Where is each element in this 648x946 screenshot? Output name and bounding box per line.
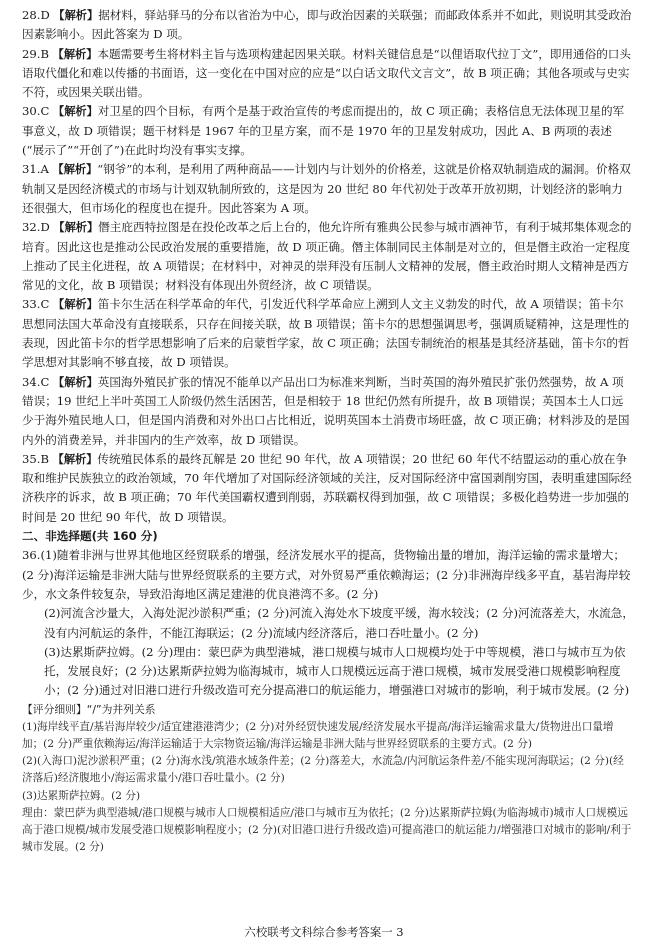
analysis-tag: 【解析】 [53,105,98,119]
rubric-line: (2)(入海口)泥沙淤积严重；(2 分)海水浅/筑港水域条件差；(2 分)落差大，水流急/内河航运条件差/不能实现河海联运；(2 分)(经济落后)经济腹地小/海运需求量小/港口吞吐量小。(2 分) [22,755,624,785]
rubric-line: (3)达累斯萨拉姆。(2 分) [22,789,141,802]
answer-entry [22,295,634,372]
answer-text: 传统殖民体系的最终瓦解是 20 世纪 90 年代，故 A 项错误；20 世纪 60 年代不结盟运动的重心放在争取和维护民族独立的政治领域，70 年代增加了对国际经济领域的关注，反对国际经济中富国剥削穷国，表明重建国际经济秩序的诉求，故 B 项正确；70 年代美国霸权遭到削弱，苏联霸权得到加强，故 C 项错误；多极化趋势进一步加强的时间是 20 世纪 90 年代，故 D 项错误。 [22,451,632,524]
q36-part: (3)达累斯萨拉姆。(2 分)理由：蒙巴萨为典型港城，港口规模与城市人口规模均处于中等规模，港口与城市互为依托，发展良好；(2 分)达累斯萨拉姆为临海城市，城市人口规模远远高于港口规模，城市发展受港口规模影响程度小；(2 分)通过对旧港口进行升级改造可充分提高港口的航运能力，增强港口对城市的影响，利于城市发展。(2 分) [44,644,630,698]
answer-text: 僭主庇西特拉图是在投伦改革之后上台的，他允许所有雅典公民参与城市酒神节，有利于城邦集体观念的培育。因此这也是推动公民政治发展的重要措施，故 D 项正确。僭主体制同民主体制是对立的，但是僭主政治一定程度上推动了民主化进程，故 A 项错误；在材料中，对神灵的崇拜没有压制人文精神的发展，僭主政治时期人文精神是西方常见的文化，故 B 项错误；材料没有体现出外贸经济，故 C 项错误。 [22,220,632,293]
page-footer: 六校联考文科综合参考答案一 3 [244,925,404,939]
question-36 [22,546,634,700]
answer-entry [22,450,634,527]
rubric-line: 理由：蒙巴萨为典型港城/港口规模与城市人口规模相适应/港口与城市互为依托；(2 分)达累斯萨拉姆(为临海城市)城市人口规模远高于港口规模/城市发展受港口规模影响程度小；(2 分)(对旧港口进行升级改造)可提高港口的航运能力/增强港口对城市的影响/利于城市发展。(2 分) [22,806,632,854]
question-number: 28.D [22,8,50,22]
question-number: 29.B [22,46,49,61]
answer-text: 据材料，驿站驿马的分布以省治为中心，即与政治因素的关联强；而邮政体系并不如此，则说明其受政治因素影响小。因此答案为 D 项。 [22,8,632,42]
q36-part-text: (1)随着非洲与世界其他地区经贸联系的增强，经济发展水平的提高，货物输出量的增加，海洋运输的需求量增大；(2 分)海洋运输是非洲大陆与世界经贸联系的主要方式，对外贸易严重依赖海运；(2 分)非洲海岸线多平直，基岩海岸较少，水文条件较复杂，导致沿海地区满足建港的优良港湾不多。(2 分) [22,548,631,601]
answer-text: 对卫星的四个目标，有两个是基于政治宣传的考虑而提出的，故 C 项正确；表格信息无法体现卫星的军事意义，故 D 项错误；题干材料是 1967 年的卫星方案，而不是 1970 年的卫星发射成功，因此 A、B 两项的表述(“展示了”“开创了”)在此时均没有事实支撑。 [22,104,625,158]
question-number: 30.C [22,104,50,119]
answer-text: 英国海外殖民扩张的情况不能单以产品出口为标准来判断，当时英国的海外殖民扩张仍然强势，故 A 项错误；19 世纪上半叶英国工人阶级仍然生活困苦，但是相较于 18 世纪仍然有所提升，故 B 项错误；英国本土人口远少于海外殖民地人口，但是国内消费和对外出口占比相近，说明英国本土消费市场旺盛，故 C 项正确；材料涉及的是国内外的消费差异，并非国内的生产效率，故 D 项错误。 [22,374,630,447]
answer-text: “钢爷”的本利，是利用了两种商品——计划内与计划外的价格差，这就是价格双轨制造成的漏洞。价格双轨制又是因经济模式的市场与计划双轨制所致的，这是因为 20 世纪 80 年代初处于改革开放初期，计划经济的影响力还很强大，但市场化的程度也在提升。因此答案为 A 项。 [22,162,631,215]
q36-part [22,546,634,604]
answer-entry [22,373,634,450]
answer-entry [22,45,634,103]
question-number: 32.D [22,220,50,235]
question-number: 35.B [22,451,49,466]
answer-text: 笛卡尔生活在科学革命的年代，引发近代科学革命应上溯到人文主义勃发的时代，故 A 项错误；笛卡尔思想同法国大革命没有直接联系，只存在间接关联，故 B 项错误；笛卡尔的思想强调思考，强调质疑精神，这是理性的表现，因此笛卡尔的哲学思想影响了后来的启蒙哲学家，故 C 项正确；法国专制统治的根基是其经济基础，笛卡尔的哲学思想对其影响不够直接，故 D 项错误。 [22,297,630,370]
question-number: 34.C [22,374,50,389]
question-number: 33.C [22,297,50,312]
analysis-tag: 【解析】 [52,163,98,177]
analysis-tag: 【解析】 [52,452,98,466]
answer-entry [22,6,634,45]
scoring-rubric [22,701,634,857]
analysis-tag: 【解析】 [53,221,99,235]
analysis-tag: 【解析】 [53,9,99,22]
question-number: 36. [22,548,41,563]
answer-entry [22,160,634,218]
choice-answers [22,6,634,527]
answer-text: 本题需要考生将材料主旨与选项构建起因果关联。材料关键信息是“以俚语取代拉丁文”，即用通俗的口头语取代僵化和难以传播的书面语，这一变化在中国对应的应是“以白话文取代文言文”，故 B 项正确；其他各项或与史实不符，或因果关联出错。 [22,46,631,100]
rubric-title: 【评分细则】“/”为并列关系 [22,702,156,716]
answer-entry [22,102,634,160]
analysis-tag: 【解析】 [52,47,98,61]
section-heading: 二、非选择题(共 160 分) [22,529,158,544]
rubric-line: (1)海岸线平直/基岩海岸较少/适宜建港港湾少；(2 分)对外经贸快速发展/经济发展水平提高/海洋运输需求量大/货物进出口量增加；(2 分)严重依赖海运/海洋运输适于大宗物资运输/海洋运输是非洲大陆与世界经贸联系的主要方式。(2 分) [22,720,614,750]
answer-entry [22,218,634,295]
q36-part: (2)河流含沙量大，入海处泥沙淤积严重；(2 分)河流入海处水下坡度平缓，海水较浅；(2 分)河流落差大，水流急，没有内河航运的条件，不能江海联运；(2 分)流域内经济落后，港口吞吐量小。(2 分) [44,606,634,640]
analysis-tag: 【解析】 [53,298,98,312]
analysis-tag: 【解析】 [53,375,98,389]
question-number: 31.A [22,162,49,177]
